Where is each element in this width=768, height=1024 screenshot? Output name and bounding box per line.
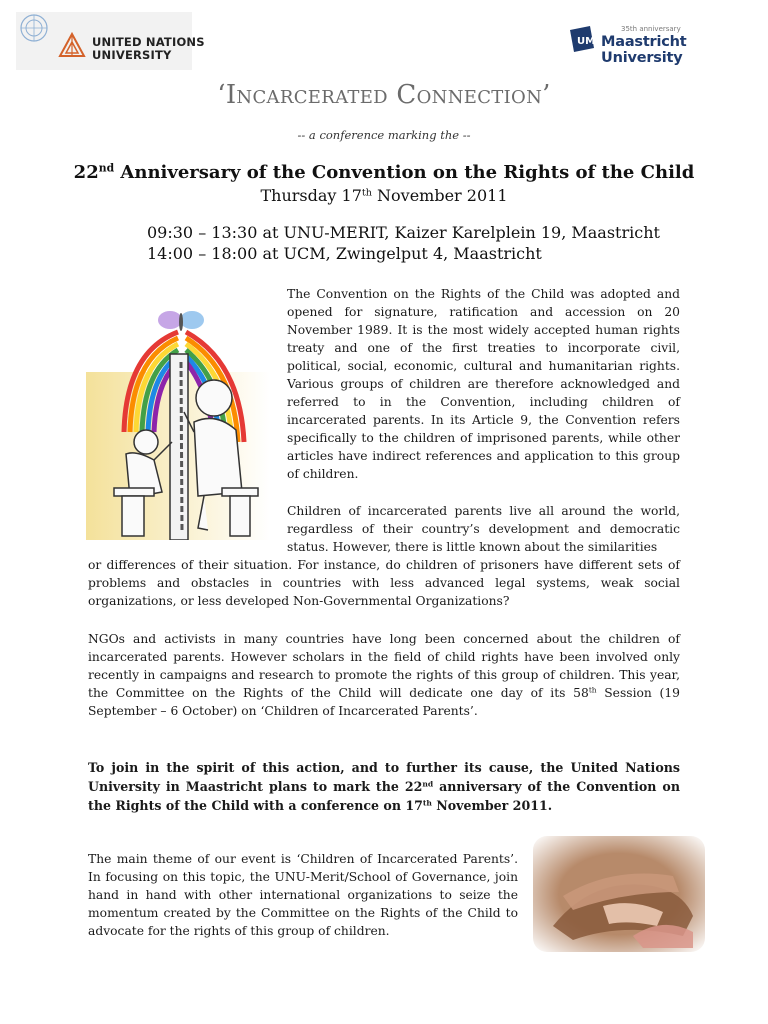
- hands-photo: [533, 836, 705, 952]
- un-emblem-icon: [21, 15, 47, 41]
- paragraph-theme: The main theme of our event is ‘Children of Incarcerated Parents’. In focusing on this topic, the UNU-Merit/School of Governance, join hand in hand with other international organizations to seize the momentum created by the Committee on the Rights of the Child to advocate for the rights of this group of children.: [88, 852, 518, 938]
- subtitle: -- a conference marking the --: [297, 128, 471, 142]
- paragraph-call-to-action: To join in the spirit of this action, and to further its cause, the United Nations University in Maastricht plans to mark the 22nd anniversary of the Convention on the Rights of the Child with a conference on 17th November 2011.: [88, 760, 680, 813]
- maastricht-wordmark: Maastricht University: [601, 34, 687, 66]
- svg-text:UM: UM: [577, 36, 596, 47]
- butterfly-icon: [158, 311, 204, 331]
- paragraph-ngos: NGOs and activists in many countries have long been concerned about the children of incarcerated parents. However scholars in the field of child rights have been involved only recently in campaigns and research to promote the rights of this group of children. This year, the Committee on the Rights of the Child will dedicate one day of its 58th Session (19 September – 6 October) on ‘Children of Incarcerated Parents’.: [88, 632, 680, 718]
- paragraph-children-cont: or differences of their situation. For instance, do children of prisoners have different sets of problems and obstacles in countries with less advanced legal systems, weak social organizations, or less developed Non-Governmental Organizations?: [88, 558, 680, 608]
- children-illustration: [86, 292, 270, 540]
- event-heading: 22nd Anniversary of the Convention on the Rights of the Child: [73, 161, 695, 183]
- schedule-afternoon: 14:00 – 18:00 at UCM, Zwingelput 4, Maastricht: [147, 244, 542, 263]
- page-title: ‘Incarcerated Connection’: [217, 80, 551, 110]
- schedule-morning: 09:30 – 13:30 at UNU-MERIT, Kaizer Karelplein 19, Maastricht: [147, 223, 660, 242]
- unu-wordmark: UNITED NATIONS UNIVERSITY: [92, 35, 205, 62]
- event-date: Thursday 17th November 2011: [260, 186, 508, 205]
- maastricht-anniversary: 35th anniversary: [621, 25, 681, 33]
- paragraph-convention: The Convention on the Rights of the Child was adopted and opened for signature, ratification and accession on 20 November 1989. It is the most widely accepted human rights treaty and one of the first treaties to incorporate civil, political, social, economic, cultural and humanitarian rights. Various groups of children are therefore acknowledged and referred to in the Convention, including children of incarcerated parents. In its Article 9, the Convention refers specifically to the children of imprisoned parents, while other articles have indirect references and application to this group of children.: [287, 287, 680, 481]
- paragraph-children-start: Children of incarcerated parents live all around the world, regardless of their country’s development and democratic status. However, there is little known about the similarities: [287, 504, 680, 554]
